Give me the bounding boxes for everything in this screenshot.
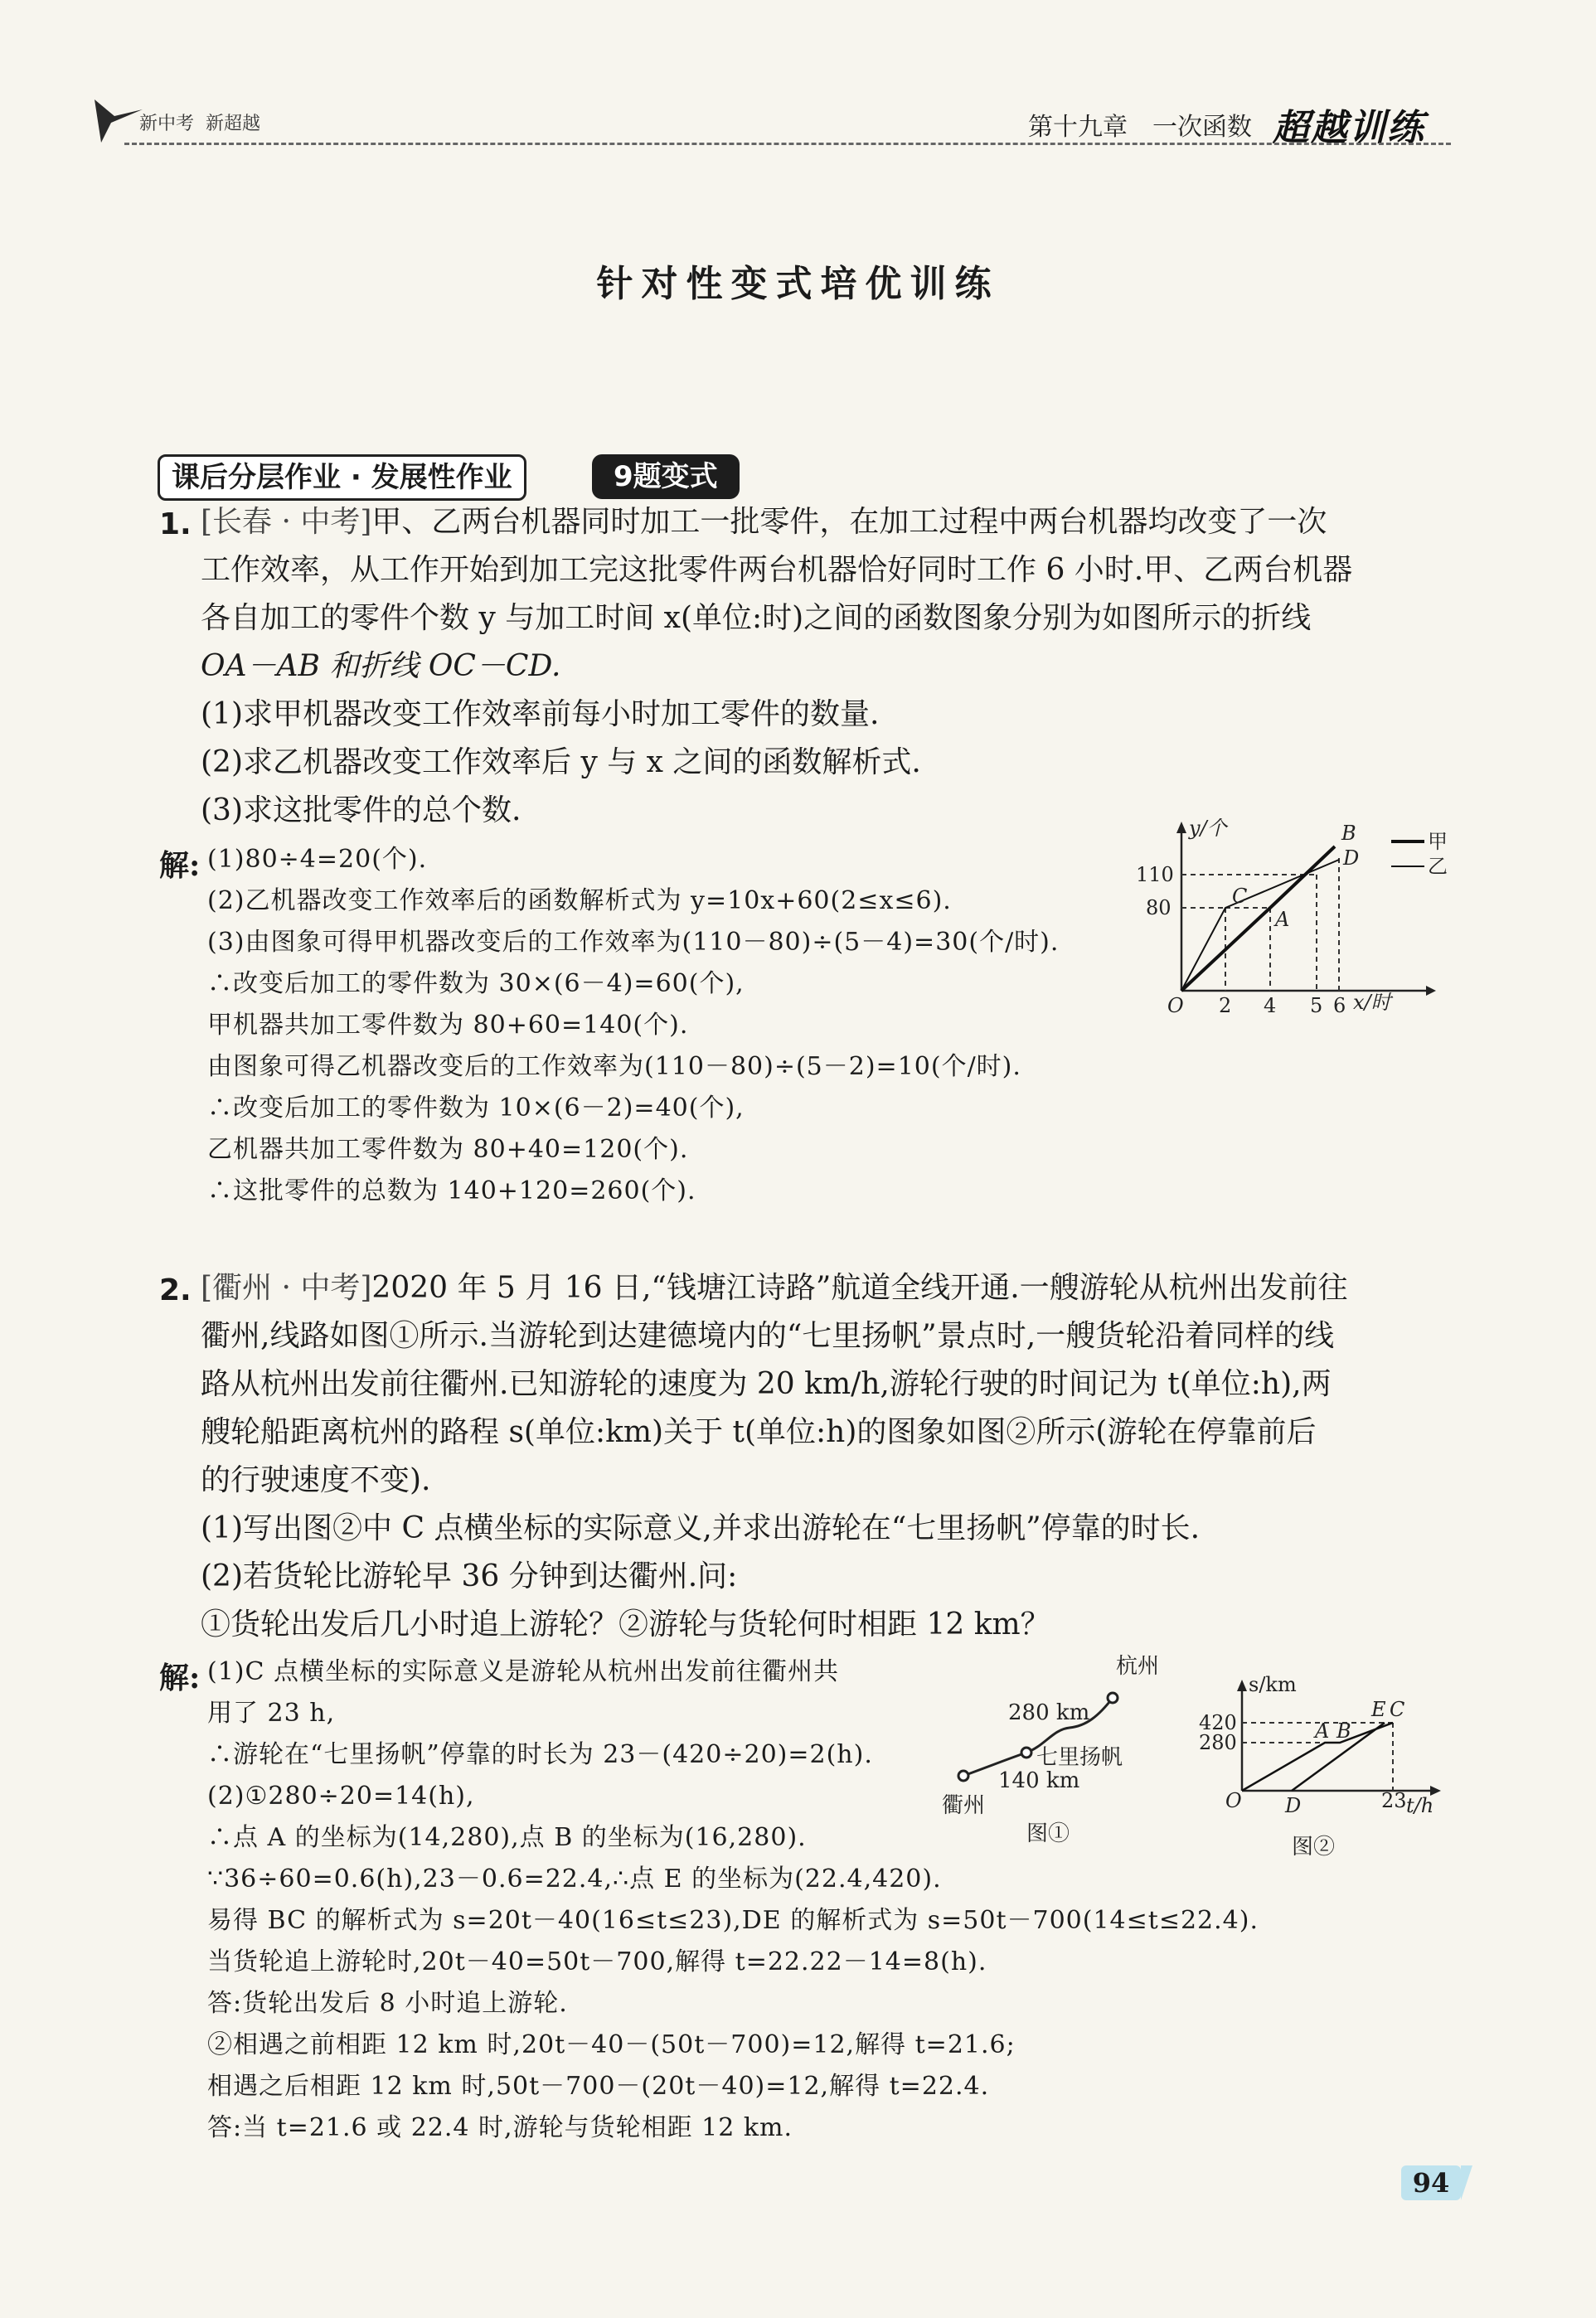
p2-sol-line-6: ∵36÷60=0.6(h),23－0.6=22.4,∴点 E 的坐标为(22.4,420).	[207, 1865, 942, 1894]
map-dist-bottom: 140 km	[998, 1768, 1080, 1793]
problem2-route-map	[920, 1650, 1186, 1849]
g1-x-tick-4: 4	[1264, 994, 1277, 1017]
g2-x-tick-d: D	[1285, 1794, 1302, 1817]
map-dist-top: 280 km	[1008, 1700, 1090, 1725]
g2-y-axis-label: s/km	[1249, 1673, 1297, 1696]
problem1-graph	[1136, 817, 1467, 1032]
p1-sol-line-3: (3)由图象可得甲机器改变后的工作效率为(110－80)÷(5－4)=30(个/时).	[207, 928, 1060, 957]
problem1-q2: (2)求乙机器改变工作效率后 y 与 x 之间的函数解析式.	[201, 745, 921, 779]
header-divider	[124, 143, 1451, 145]
g1-legend-yi: 乙	[1428, 855, 1448, 878]
header-brand: 超越训练	[1273, 107, 1425, 149]
p2-sol-line-11: 相遇之后相距 12 km 时,50t－700－(20t－40)=12,解得 t=22.4.	[207, 2072, 990, 2101]
g1-x-tick-6: 6	[1333, 994, 1346, 1017]
problem1-number: 1.	[159, 507, 192, 541]
page-title: 针对性变式培优训练	[596, 263, 1000, 305]
problem2-line-4: 艘轮船距离杭州的路程 s(单位:km)关于 t(单位:h)的图象如图②所示(游轮在停靠前后	[201, 1415, 1317, 1449]
problem1-solution-label: 解:	[159, 848, 201, 883]
g1-x-tick-5: 5	[1310, 994, 1323, 1017]
p2-sol-line-7: 易得 BC 的解析式为 s=20t－40(16≤t≤23),DE 的解析式为 s=50t－700(14≤t≤22.4).	[207, 1906, 1259, 1935]
map-caption: 图①	[1026, 1821, 1070, 1846]
header-series-label	[139, 109, 260, 135]
g1-legend-jia: 甲	[1428, 830, 1448, 853]
p1-sol-line-9: ∴这批零件的总数为 140+120=260(个).	[207, 1176, 696, 1205]
problem1-q3: (3)求这批零件的总个数.	[201, 793, 521, 827]
p1-sol-line-8: 乙机器共加工零件数为 80+40=120(个).	[207, 1135, 689, 1164]
problem1-line-4: OA－AB 和折线 OC－CD.	[201, 649, 561, 683]
g1-x-tick-2: 2	[1219, 994, 1232, 1017]
problem2-q1: (1)写出图②中 C 点横坐标的实际意义,并求出游轮在“七里扬帆”停靠的时长.	[201, 1511, 1201, 1545]
topic-label: 一次函数	[1152, 113, 1252, 142]
g2-caption: 图②	[1292, 1835, 1336, 1860]
variant-tag: 9题变式	[592, 454, 740, 499]
problem1-source: [长春 · 中考]	[201, 505, 372, 539]
map-qizhou-label: 衢州	[942, 1793, 986, 1818]
p2-sol-line-5: ∴点 A 的坐标为(14,280),点 B 的坐标为(16,280).	[207, 1823, 807, 1852]
g1-point-d: D	[1343, 846, 1360, 870]
p2-sol-line-10: ②相遇之前相距 12 km 时,20t－40－(50t－700)=12,解得 t=21.6;	[207, 2030, 1016, 2059]
p2-sol-line-3: ∴游轮在“七里扬帆”停靠的时长为 23－(420÷20)=2(h).	[207, 1740, 873, 1769]
p2-sol-line-1: (1)C 点横坐标的实际意义是游轮从杭州出发前往衢州共	[207, 1657, 839, 1686]
section-tag: 课后分层作业 · 发展性作业	[158, 454, 526, 501]
g2-point-e: E	[1371, 1698, 1386, 1721]
page-number-tab	[1461, 2165, 1472, 2200]
p1-sol-line-1: (1)80÷4=20(个).	[207, 845, 428, 874]
map-hangzhou-dot	[1108, 1693, 1118, 1703]
map-hangzhou-label: 杭州	[1116, 1654, 1160, 1679]
g1-point-c: C	[1232, 885, 1248, 908]
g1-y-axis-label: y/个	[1189, 817, 1227, 840]
page-number: 94	[1401, 2165, 1461, 2200]
g1-point-b: B	[1341, 822, 1356, 845]
header-label-xinzhongkao: 新中考	[139, 114, 195, 134]
header-chapter	[1028, 106, 1252, 143]
problem1-q1: (1)求甲机器改变工作效率前每小时加工零件的数量.	[201, 697, 880, 731]
problem2-solution-label: 解:	[159, 1661, 201, 1695]
g2-y-arrow-icon	[1237, 1680, 1247, 1691]
problem2-q2-parts: ①货轮出发后几小时追上游轮？②游轮与货轮何时相距 12 km？	[201, 1608, 1050, 1642]
g2-point-b: B	[1336, 1719, 1351, 1743]
p2-sol-line-4: (2)①280÷20=14(h),	[207, 1782, 475, 1811]
p2-sol-line-8: 当货轮追上游轮时,20t－40=50t－700,解得 t=22.22－14=8(h).	[207, 1947, 987, 1976]
g1-origin: O	[1167, 994, 1184, 1017]
problem2-q2: (2)若货轮比游轮早 36 分钟到达衢州.问:	[201, 1559, 738, 1593]
map-qizhou-dot	[958, 1771, 968, 1781]
header-label-xinchaoyue: 新超越	[206, 114, 261, 134]
p1-sol-line-6: 由图象可得乙机器改变后的工作效率为(110－80)÷(5－2)=10(个/时).	[207, 1052, 1021, 1081]
p2-sol-line-9: 答:货轮出发后 8 小时追上游轮.	[207, 1989, 568, 2018]
problem2-line-1	[201, 1273, 1348, 1303]
problem2-line-2: 衢州,线路如图①所示.当游轮到达建德境内的“七里扬帆”景点时,一艘货轮沿着同样的线	[201, 1319, 1335, 1353]
g2-point-c: C	[1390, 1698, 1405, 1721]
g1-line-yi	[1181, 860, 1339, 991]
g1-x-arrow-icon	[1426, 986, 1436, 996]
p1-sol-line-5: 甲机器共加工零件数为 80+60=140(个).	[207, 1011, 689, 1040]
p2-sol-line-2: 用了 23 h,	[207, 1699, 336, 1728]
problem2-source: [衢州 · 中考]	[201, 1271, 372, 1305]
g1-y-tick-80: 80	[1146, 896, 1172, 919]
g2-x-tick-23: 23	[1381, 1789, 1407, 1812]
p1-sol-line-7: ∴改变后加工的零件数为 10×(6－2)=40(个),	[207, 1094, 745, 1123]
p1-sol-line-2: (2)乙机器改变工作效率后的函数解析式为 y=10x+60(2≤x≤6).	[207, 886, 952, 915]
g1-x-axis-label: x/时	[1353, 991, 1391, 1014]
problem2-line-3: 路从杭州出发前往衢州.已知游轮的速度为 20 km/h,游轮行驶的时间记为 t(单位:h),两	[201, 1367, 1332, 1401]
g1-y-tick-110: 110	[1136, 863, 1174, 886]
problem2-text-0: 2020 年 5 月 16 日,“钱塘江诗路”航道全线开通.一艘游轮从杭州出发前往	[371, 1271, 1348, 1305]
problem2-line-5: 的行驶速度不变).	[201, 1463, 431, 1497]
problem1-line-3: 各自加工的零件个数 y 与加工时间 x(单位:时)之间的函数图象分别为如图所示的折线	[201, 601, 1312, 635]
problem1-text-0: 甲、乙两台机器同时加工一批零件，在加工过程中两台机器均改变了一次	[371, 505, 1327, 539]
g2-x-axis-label: t/h	[1406, 1794, 1434, 1817]
map-spot-label: 七里扬帆	[1036, 1745, 1123, 1770]
g2-origin: O	[1225, 1789, 1242, 1812]
g1-point-a: A	[1275, 908, 1290, 931]
g1-y-arrow-icon	[1176, 822, 1186, 833]
g2-y-tick-280: 280	[1199, 1731, 1237, 1754]
p1-sol-line-4: ∴改变后加工的零件数为 30×(6－4)=60(个),	[207, 969, 745, 998]
chapter-label: 第十九章	[1028, 113, 1128, 142]
problem1-line-2: 工作效率，从工作开始到加工完这批零件两台机器恰好同时工作 6 小时.甲、乙两台机器	[201, 553, 1353, 587]
problem2-graph	[1194, 1666, 1459, 1865]
g1-line-jia	[1181, 846, 1335, 991]
map-spot-dot	[1021, 1748, 1031, 1758]
g2-point-a: A	[1315, 1719, 1330, 1743]
p2-sol-line-12: 答:当 t=21.6 或 22.4 时,游轮与货轮相距 12 km.	[207, 2113, 793, 2142]
problem2-number: 2.	[159, 1273, 192, 1307]
g2-y-tick-420: 420	[1199, 1711, 1237, 1734]
problem1-line-1	[201, 507, 1327, 537]
